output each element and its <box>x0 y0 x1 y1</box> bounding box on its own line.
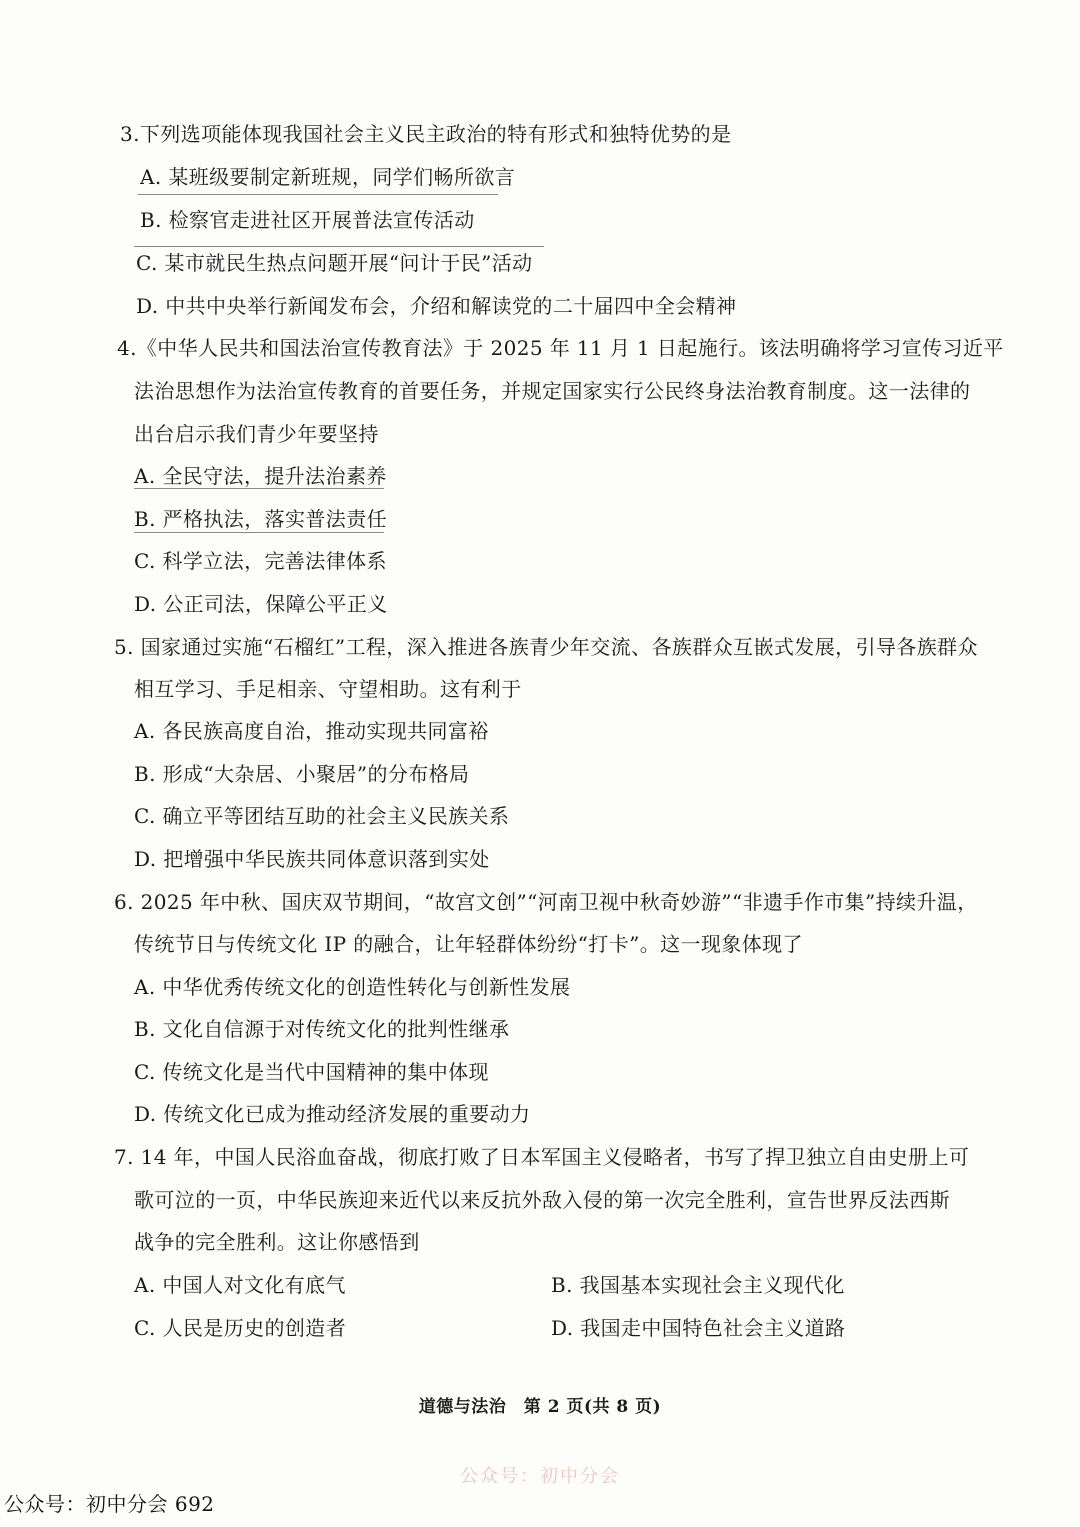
question-5-stem-line-1: 5. 国家通过实施“石榴红”工程，深入推进各族青少年交流、各族群众互嵌式发展，引导各族群众 <box>114 635 978 659</box>
question-3-option-d: D. 中共中央举行新闻发布会，介绍和解读党的二十届四中全会精神 <box>136 294 737 318</box>
question-4-option-c: C. 科学立法，完善法律体系 <box>134 549 387 573</box>
question-3-option-b: B. 检察官走进社区开展普法宣传活动 <box>140 208 475 232</box>
question-6-option-d: D. 传统文化已成为推动经济发展的重要动力 <box>134 1102 531 1126</box>
question-7-option-c: C. 人民是历史的创造者 <box>134 1316 347 1340</box>
question-7-option-a: A. 中国人对文化有底气 <box>134 1273 346 1297</box>
page-footer: 道德与法治 第 2 页(共 8 页) <box>418 1397 662 1417</box>
question-6-option-a: A. 中华优秀传统文化的创造性转化与创新性发展 <box>134 975 571 999</box>
question-4-option-d: D. 公正司法，保障公平正义 <box>134 592 388 616</box>
watermark: 公众号：初中分会 <box>460 1466 620 1487</box>
account-label: 公众号：初中分会 692 <box>4 1492 215 1516</box>
question-7-option-b: B. 我国基本实现社会主义现代化 <box>551 1273 845 1297</box>
question-5-option-a: A. 各民族高度自治，推动实现共同富裕 <box>134 719 489 743</box>
question-4-option-b: B. 严格执法，落实普法责任 <box>134 507 388 531</box>
question-4-stem-line-3: 出台启示我们青少年要坚持 <box>134 422 379 446</box>
question-6-stem-line-2: 传统节日与传统文化 IP 的融合，让年轻群体纷纷“打卡”。这一现象体现了 <box>134 932 803 956</box>
pen-underline <box>134 246 544 247</box>
question-3-stem: 3.下列选项能体现我国社会主义民主政治的特有形式和独特优势的是 <box>120 122 732 146</box>
question-7-option-d: D. 我国走中国特色社会主义道路 <box>551 1316 846 1340</box>
pen-underline <box>134 488 384 489</box>
question-5-option-b: B. 形成“大杂居、小聚居”的分布格局 <box>134 762 470 786</box>
question-3-option-c: C. 某市就民生热点问题开展“问计于民”活动 <box>136 251 533 275</box>
pen-underline <box>134 532 384 533</box>
question-6-option-b: B. 文化自信源于对传统文化的批判性继承 <box>134 1017 510 1041</box>
question-4-option-a: A. 全民守法，提升法治素养 <box>134 464 387 488</box>
question-3-option-a: A. 某班级要制定新班规，同学们畅所欲言 <box>140 165 516 189</box>
pen-underline <box>138 194 498 195</box>
question-4-stem-line-2: 法治思想作为法治宣传教育的首要任务，并规定国家实行公民终身法治教育制度。这一法律的 <box>134 379 971 403</box>
question-7-stem-line-1: 7. 14 年，中国人民浴血奋战，彻底打败了日本军国主义侵略者，书写了捍卫独立自由史册上可 <box>114 1145 970 1169</box>
question-6-stem-line-1: 6. 2025 年中秋、国庆双节期间，“故宫文创”“河南卫视中秋奇妙游”“非遗手作市集”持续升温， <box>114 890 978 914</box>
question-6-option-c: C. 传统文化是当代中国精神的集中体现 <box>134 1060 489 1084</box>
question-5-option-c: C. 确立平等团结互助的社会主义民族关系 <box>134 804 510 828</box>
question-5-stem-line-2: 相互学习、手足相亲、守望相助。这有利于 <box>134 677 522 701</box>
question-7-stem-line-3: 战争的完全胜利。这让你感悟到 <box>134 1230 420 1254</box>
question-7-stem-line-2: 歌可泣的一页，中华民族迎来近代以来反抗外敌入侵的第一次完全胜利，宣告世界反法西斯 <box>134 1188 950 1212</box>
question-4-stem-line-1: 4.《中华人民共和国法治宣传教育法》于 2025 年 11 月 1 日起施行。该法明确将学习宣传习近平 <box>117 336 1004 360</box>
question-5-option-d: D. 把增强中华民族共同体意识落到实处 <box>134 847 490 871</box>
